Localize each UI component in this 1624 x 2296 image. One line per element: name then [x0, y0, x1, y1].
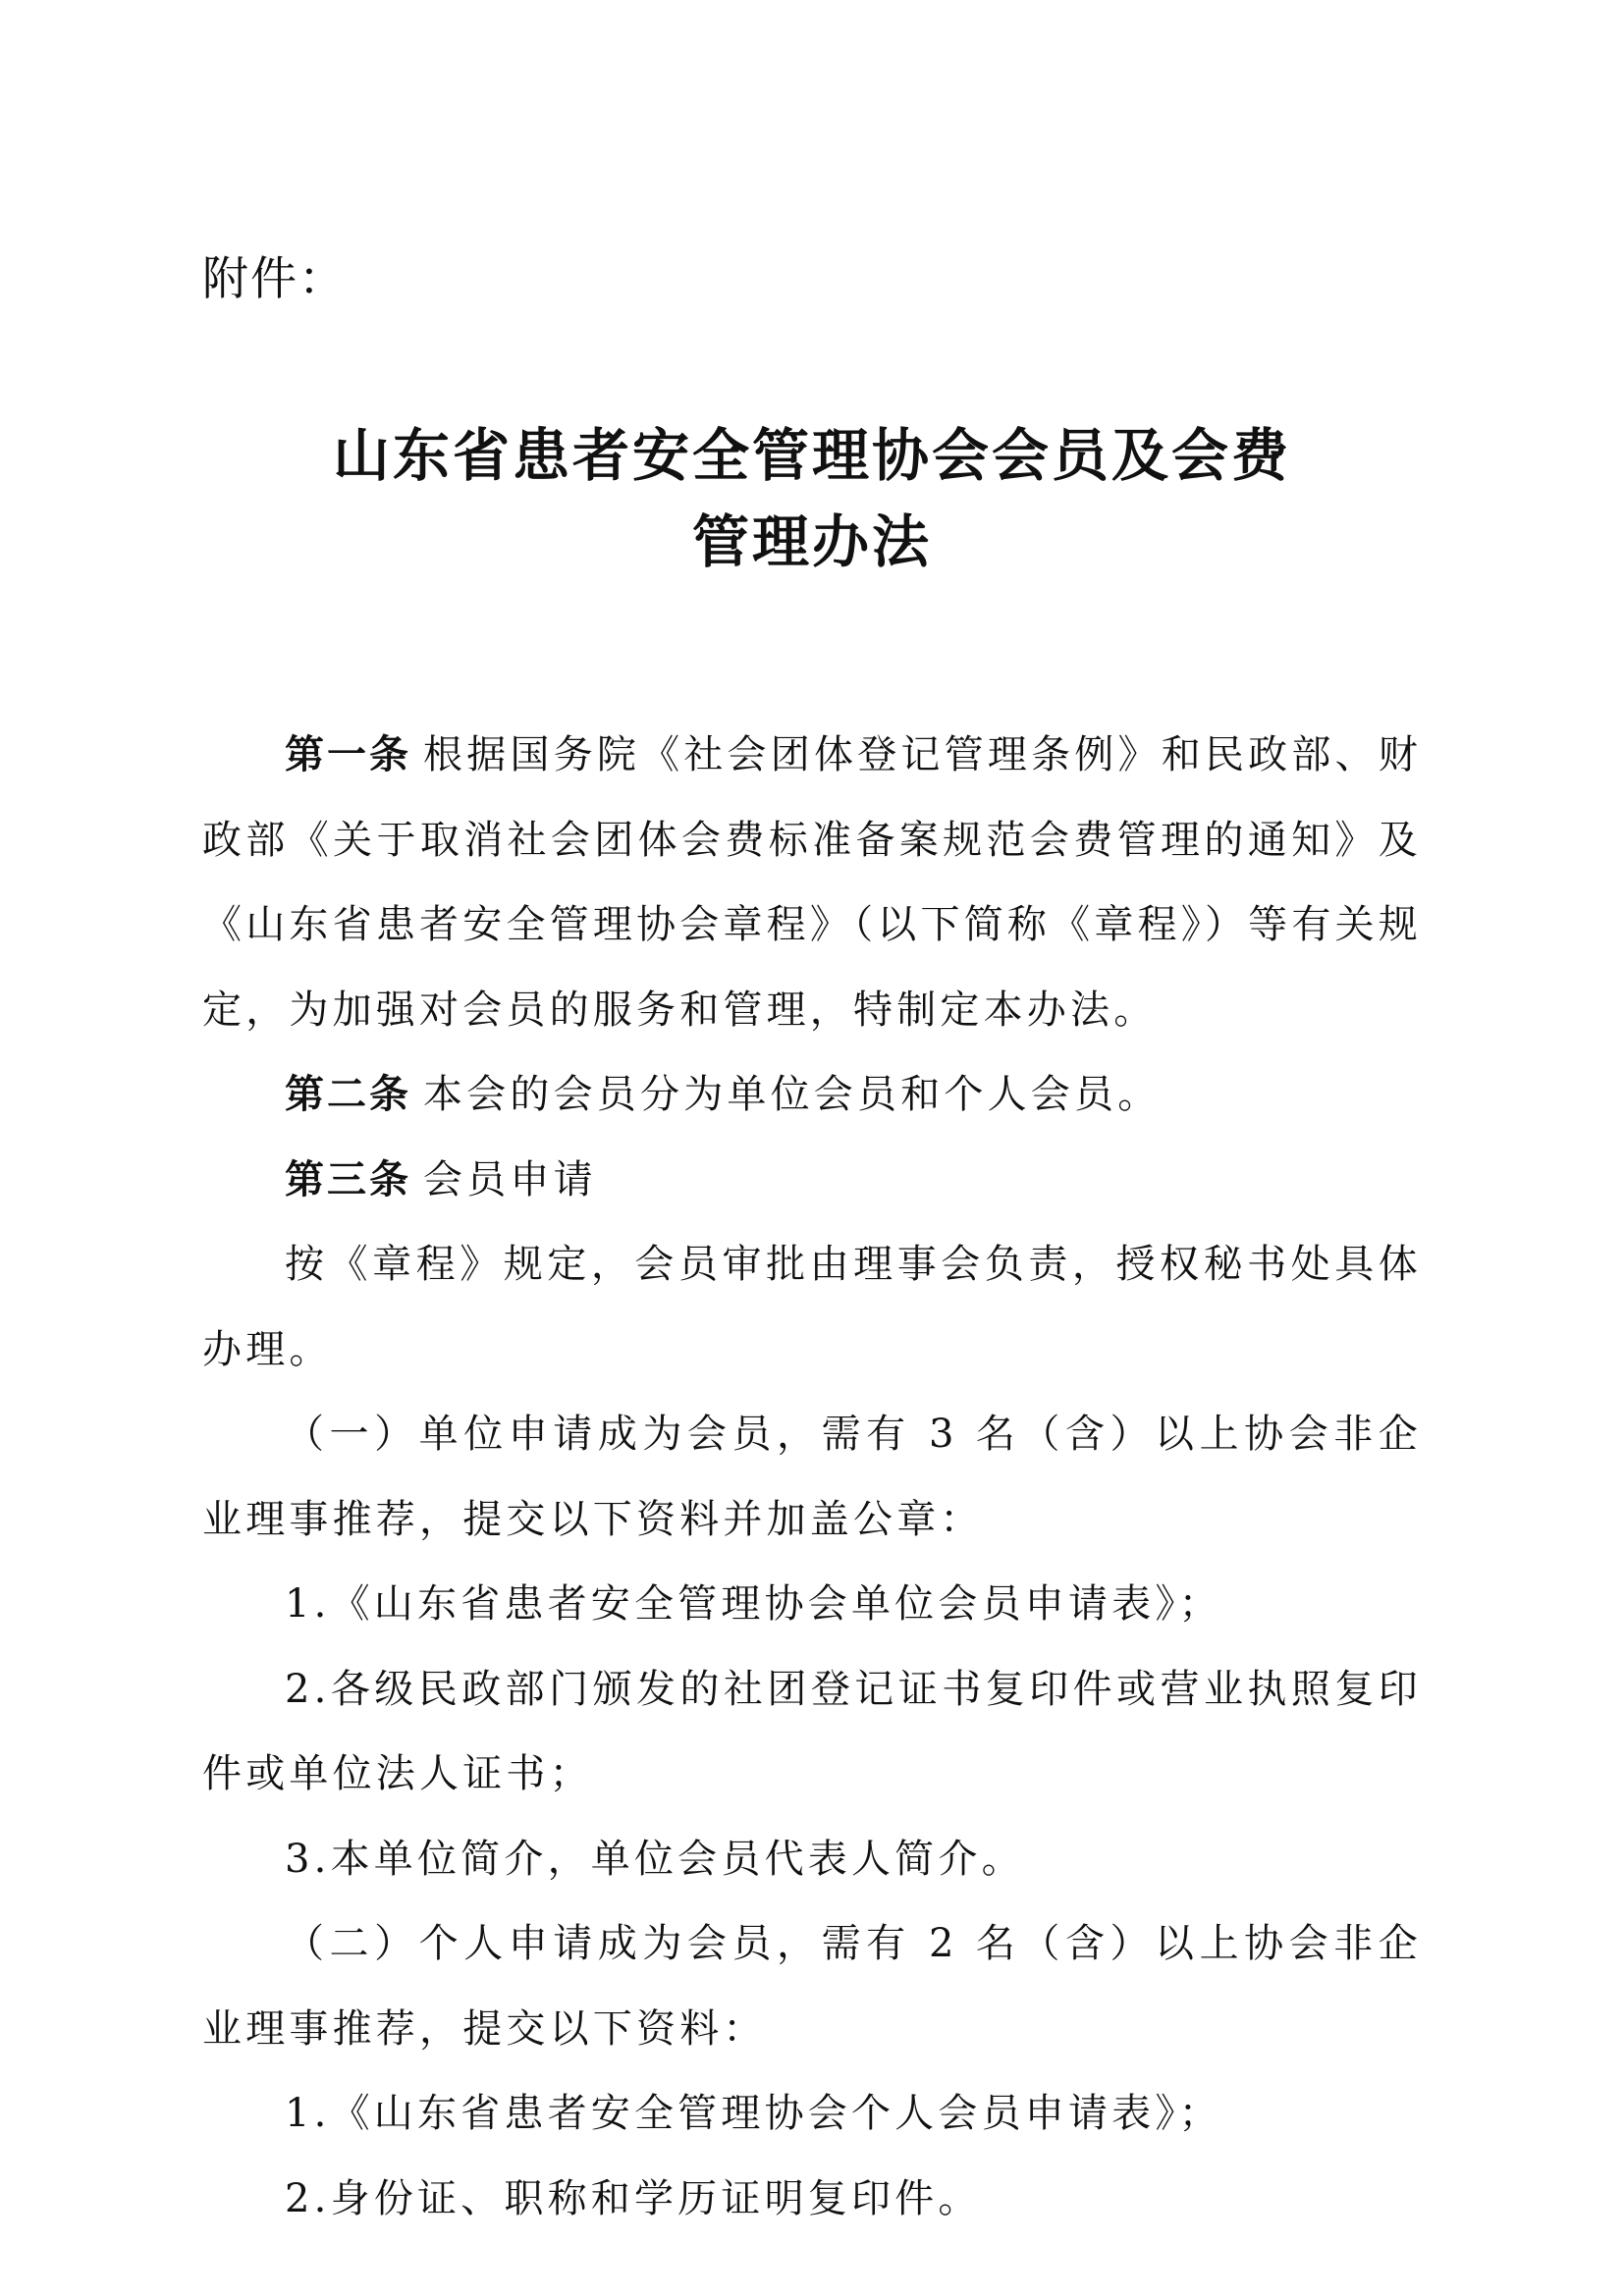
article-3-text: 会员申请 — [423, 1156, 597, 1202]
list-item-unit-profile: 3.本单位简介，单位会员代表人简介。 — [285, 1836, 1025, 1882]
document-body — [202, 713, 1422, 2241]
list-item-individual-documents: 2.身份证、职称和学历证明复印件。 — [285, 2175, 982, 2221]
list-item-unit-form: 1.《山东省患者安全管理协会单位会员申请表》； — [285, 1581, 1222, 1627]
article-3 — [202, 1138, 1422, 1223]
list-item-individual-form: 1.《山东省患者安全管理协会个人会员申请表》； — [285, 2091, 1222, 2136]
article-3-heading: 第三条 — [285, 1156, 411, 1202]
list-item-unit-certificate: 2.各级民政部门颁发的社团登记证书复印件或营业执照复印件或单位法人证书； — [202, 1666, 1422, 1796]
paragraph-approval: 按《章程》规定，会员审批由理事会负责，授权秘书处具体办理。 — [202, 1242, 1422, 1372]
document-title-line-1: 山东省患者安全管理协会会员及会费 — [332, 422, 1291, 489]
paragraph-individual-application: （二）个人申请成为会员，需有 2 名（含）以上协会非企业理事推荐，提交以下资料： — [202, 1921, 1422, 2052]
paragraph-unit-application: （一）单位申请成为会员，需有 3 名（含）以上协会非企业理事推荐，提交以下资料并加盖公章： — [202, 1412, 1422, 1542]
article-1-heading: 第一条 — [285, 732, 412, 777]
article-2 — [202, 1052, 1422, 1138]
article-2-text: 本会的会员分为单位会员和个人会员。 — [423, 1072, 1162, 1117]
article-1-text: 根据国务院《社会团体登记管理条例》和民政部、财政部《关于取消社会团体会费标准备案规范会费管理的通知》及《山东省患者安全管理协会章程》（以下简称《章程》）等有关规定，为加强对会员的服务和管理，特制定本办法。 — [202, 732, 1422, 1033]
article-1 — [202, 713, 1422, 1052]
document-title-line-2: 管理办法 — [691, 508, 932, 575]
attachment-label: 附件： — [202, 252, 347, 306]
article-2-heading: 第二条 — [285, 1072, 411, 1117]
